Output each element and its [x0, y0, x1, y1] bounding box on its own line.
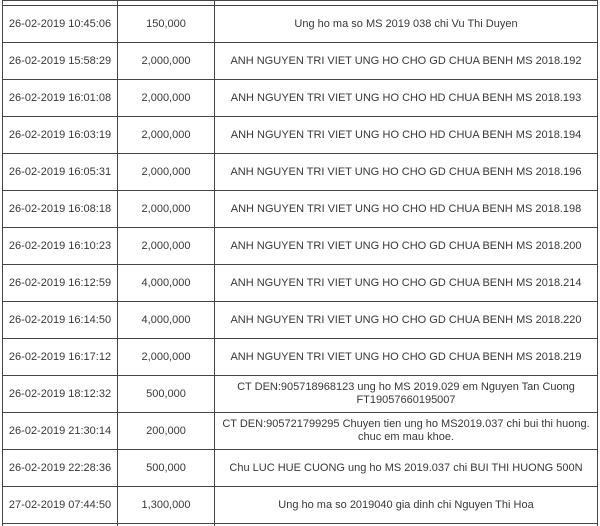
description-cell: Chu LUC HUE CUONG ung ho MS 2019.037 chi BUI THI HUONG 500N [215, 450, 598, 487]
table-row [3, 6, 598, 43]
datetime-cell: 26-02-2019 18:12:32 [3, 376, 118, 413]
amount-cell: 2,000,000 [118, 154, 215, 191]
amount-cell: 150,000 [118, 6, 215, 43]
table-row [3, 80, 598, 117]
amount-cell: 4,000,000 [118, 302, 215, 339]
amount-cell: 2,000,000 [118, 339, 215, 376]
table-row [3, 376, 598, 413]
description-cell: ANH NGUYEN TRI VIET UNG HO CHO GD CHUA BENH MS 2018.219 [215, 339, 598, 376]
amount-cell: 2,000,000 [118, 228, 215, 265]
datetime-cell: 26-02-2019 16:12:59 [3, 265, 118, 302]
table-row [3, 487, 598, 524]
datetime-cell: 26-02-2019 16:08:18 [3, 191, 118, 228]
amount-cell: 500,000 [118, 450, 215, 487]
description-cell: ANH NGUYEN TRI VIET UNG HO CHO GD CHUA BENH MS 2018.200 [215, 228, 598, 265]
table-row [3, 265, 598, 302]
table-row [3, 43, 598, 80]
description-cell: CT DEN:905718968123 ung ho MS 2019.029 em Nguyen Tan Cuong FT19057660195007 [215, 376, 598, 413]
amount-cell: 2,000,000 [118, 43, 215, 80]
datetime-cell: 26-02-2019 16:01:08 [3, 80, 118, 117]
description-cell: ANH NGUYEN TRI VIET UNG HO CHO GD CHUA BENH MS 2018.196 [215, 154, 598, 191]
table-row [3, 191, 598, 228]
table-row [3, 154, 598, 191]
table-row [3, 339, 598, 376]
table-row [3, 413, 598, 450]
description-cell: Ung ho ma so 2019040 gia dinh chi Nguyen Thi Hoa [215, 487, 598, 524]
table-row [3, 450, 598, 487]
amount-cell: 2,000,000 [118, 117, 215, 154]
description-cell: ANH NGUYEN TRI VIET UNG HO CHO HD CHUA BENH MS 2018.194 [215, 117, 598, 154]
datetime-cell: 26-02-2019 16:03:19 [3, 117, 118, 154]
description-cell: Ung ho ma so MS 2019 038 chi Vu Thi Duyen [215, 6, 598, 43]
amount-cell: 4,000,000 [118, 265, 215, 302]
table-row [3, 228, 598, 265]
datetime-cell: 26-02-2019 16:17:12 [3, 339, 118, 376]
datetime-cell: 26-02-2019 16:10:23 [3, 228, 118, 265]
datetime-cell: 26-02-2019 16:14:50 [3, 302, 118, 339]
datetime-cell: 26-02-2019 10:45:06 [3, 6, 118, 43]
description-cell: ANH NGUYEN TRI VIET UNG HO CHO GD CHUA BENH MS 2018.214 [215, 265, 598, 302]
datetime-cell: 26-02-2019 22:28:36 [3, 450, 118, 487]
description-cell: ANH NGUYEN TRI VIET UNG HO CHO HD CHUA BENH MS 2018.198 [215, 191, 598, 228]
amount-cell: 2,000,000 [118, 80, 215, 117]
description-cell: CT DEN:905721799295 Chuyen tien ung ho MS2019.037 chi bui thi huong. chuc em mau khoe. [215, 413, 598, 450]
amount-cell: 1,300,000 [118, 487, 215, 524]
donation-transactions-table [2, 0, 598, 526]
amount-cell: 200,000 [118, 413, 215, 450]
datetime-cell: 27-02-2019 07:44:50 [3, 487, 118, 524]
amount-cell: 2,000,000 [118, 191, 215, 228]
datetime-cell: 26-02-2019 15:58:29 [3, 43, 118, 80]
datetime-cell: 26-02-2019 16:05:31 [3, 154, 118, 191]
table-row [3, 117, 598, 154]
description-cell: ANH NGUYEN TRI VIET UNG HO CHO GD CHUA BENH MS 2018.192 [215, 43, 598, 80]
amount-cell: 500,000 [118, 376, 215, 413]
transactions-table-body [3, 1, 598, 526]
description-cell: ANH NGUYEN TRI VIET UNG HO CHO GD CHUA BENH MS 2018.220 [215, 302, 598, 339]
description-cell: ANH NGUYEN TRI VIET UNG HO CHO HD CHUA BENH MS 2018.193 [215, 80, 598, 117]
datetime-cell: 26-02-2019 21:30:14 [3, 413, 118, 450]
table-row [3, 302, 598, 339]
